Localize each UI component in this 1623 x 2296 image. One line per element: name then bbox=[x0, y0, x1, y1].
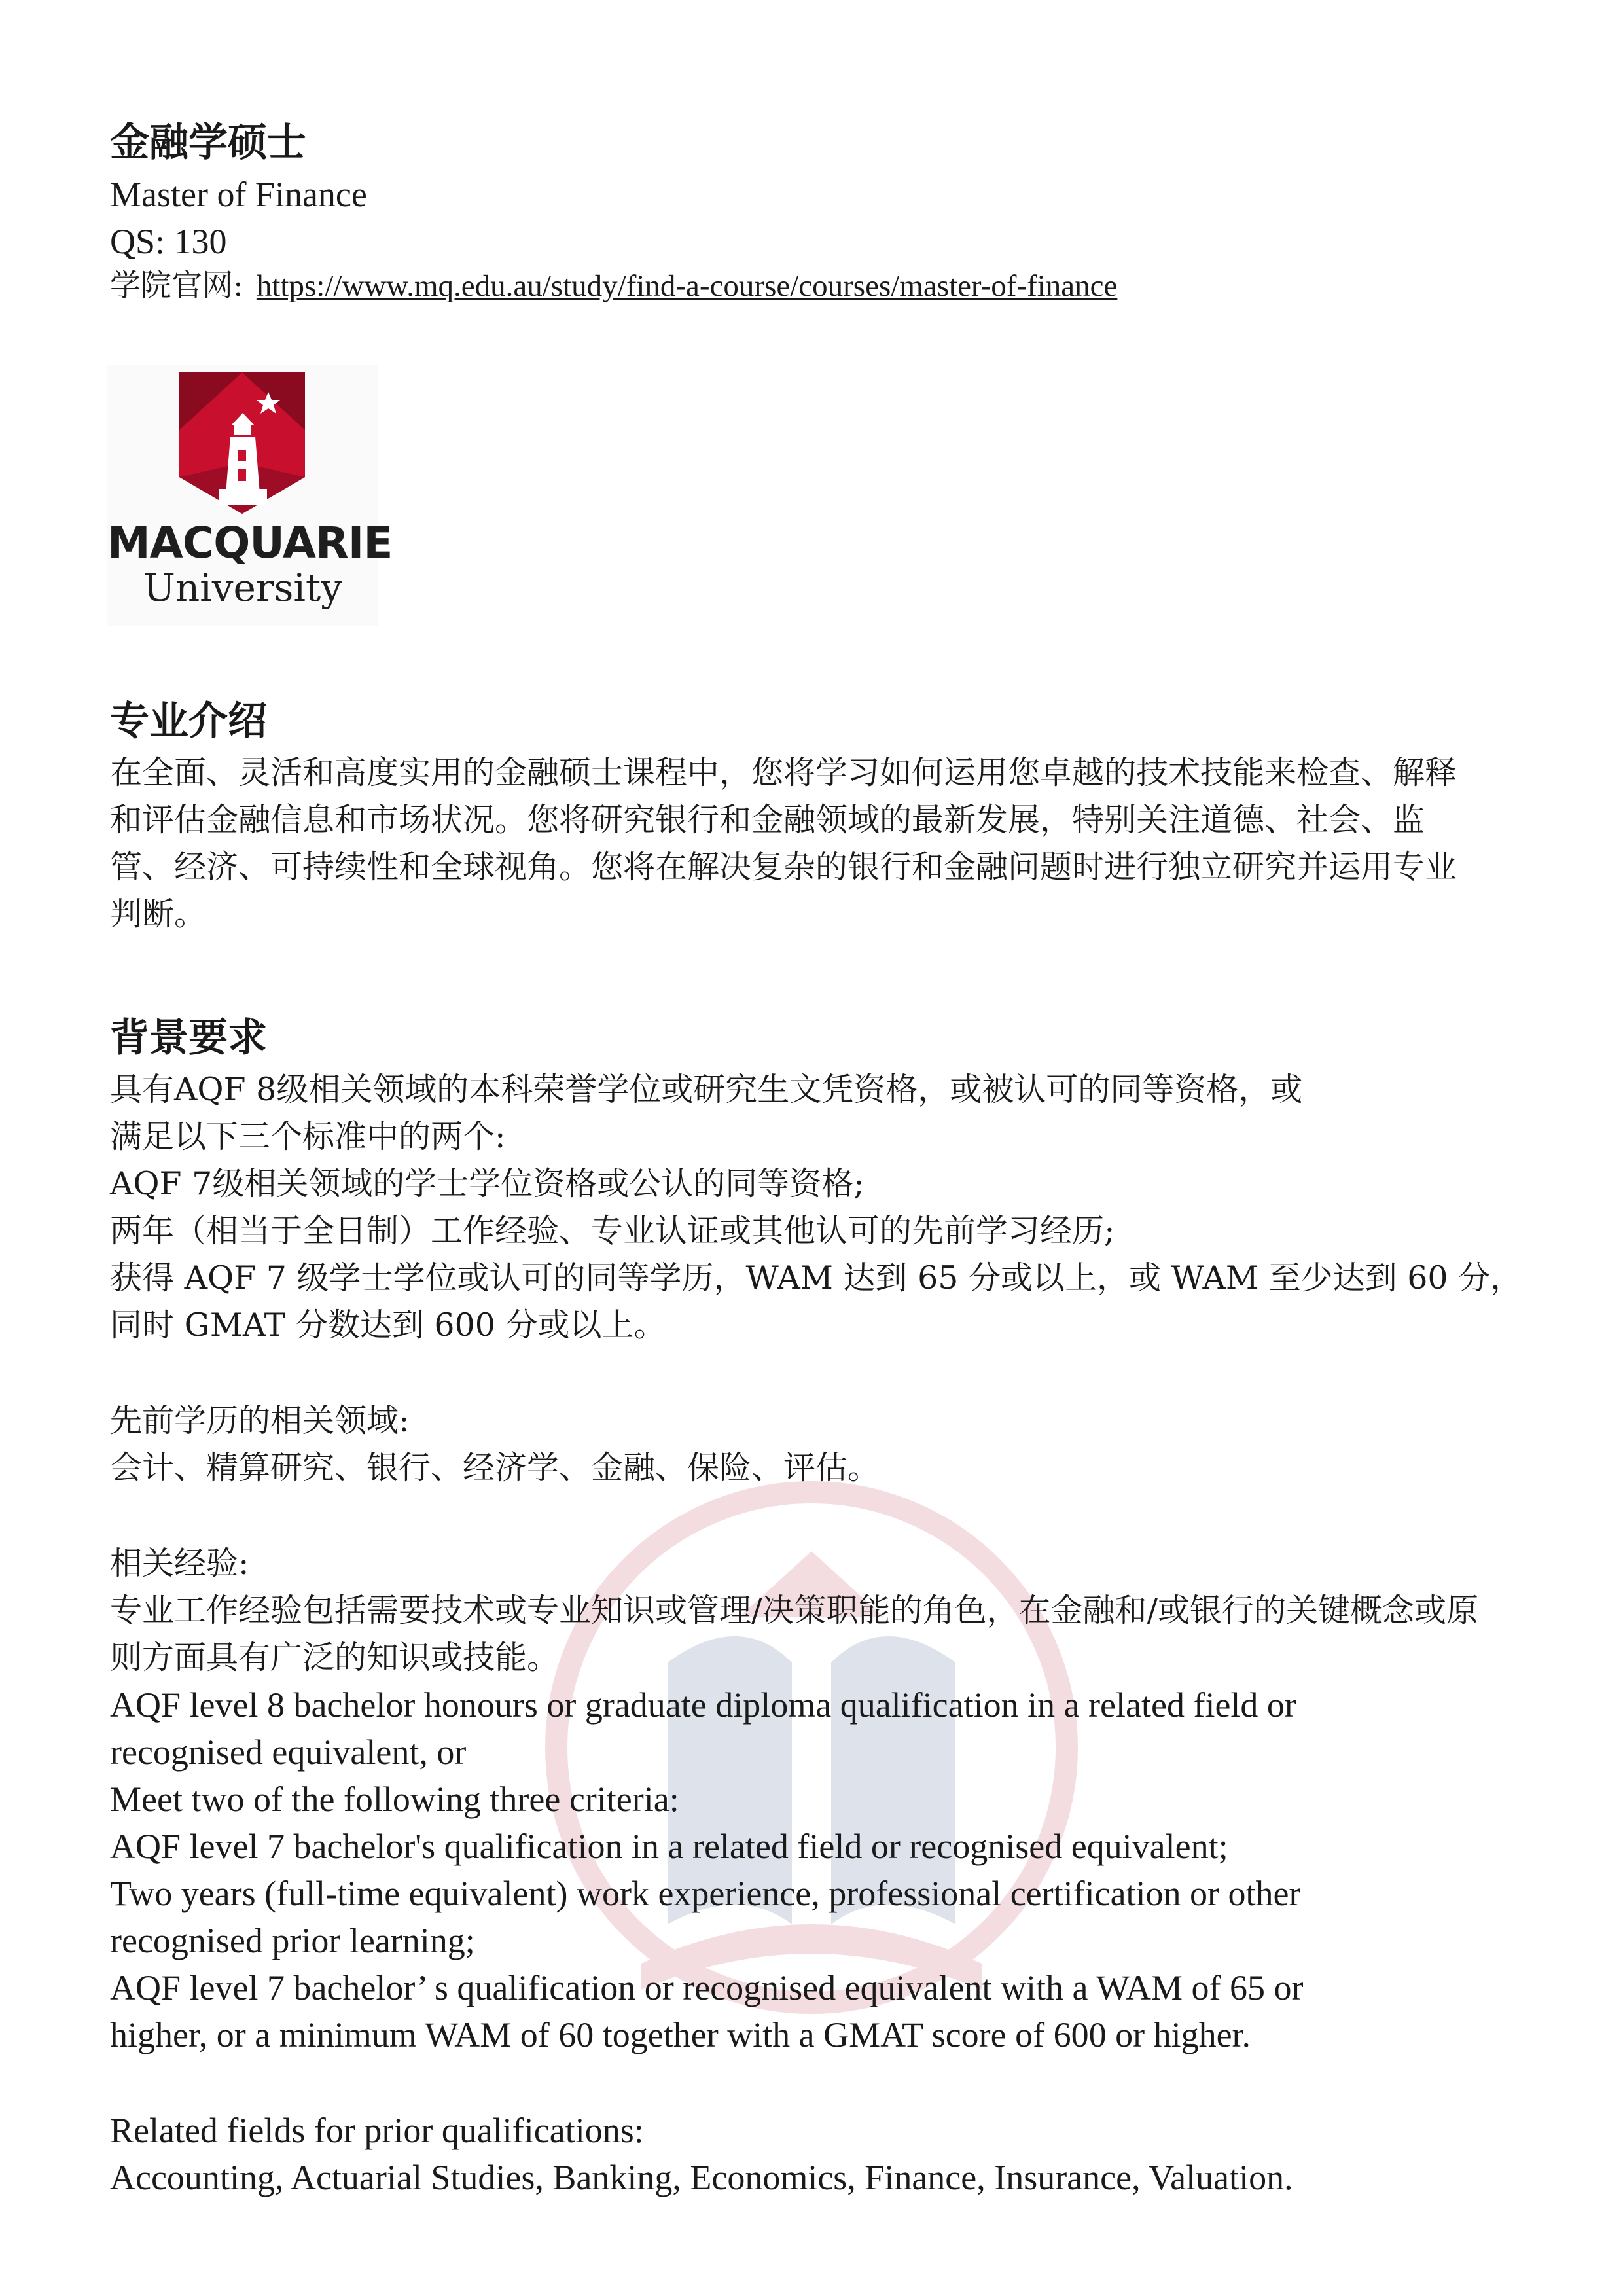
fields-label: 先前学历的相关领域: bbox=[110, 1402, 410, 1439]
logo-name-line1: MACQUARIE bbox=[107, 518, 393, 568]
requirement-line-en: recognised prior learning; bbox=[110, 1921, 475, 1960]
logo-wordmark bbox=[107, 518, 393, 610]
experience-line: 则方面具有广泛的知识或技能。 bbox=[110, 1639, 560, 1676]
requirement-line: 具有AQF 8级相关领域的本科荣誉学位或研究生文凭资格，或被认可的同等资格，或 bbox=[110, 1071, 1303, 1108]
course-title-cn: 金融学硕士 bbox=[110, 120, 306, 166]
requirement-line: 满足以下三个标准中的两个: bbox=[110, 1118, 506, 1155]
requirement-line-en: Two years (full-time equivalent) work experience, professional certification or other bbox=[110, 1874, 1301, 1913]
website-row bbox=[110, 265, 1537, 307]
intro-line: 在全面、灵活和高度实用的金融硕士课程中，您将学习如何运用您卓越的技术技能来检查、解释 bbox=[110, 754, 1457, 791]
requirement-line-en: higher, or a minimum WAM of 60 together with a GMAT score of 600 or higher. bbox=[110, 2015, 1251, 2054]
en-fields-label: Related fields for prior qualifications: bbox=[110, 2111, 644, 2150]
qs-ranking: QS: 130 bbox=[110, 222, 227, 261]
experience-label: 相关经验: bbox=[110, 1545, 249, 1582]
experience-line: 专业工作经验包括需要技术或专业知识或管理/决策职能的角色，在金融和/或银行的关键概念或原 bbox=[110, 1592, 1479, 1629]
website-link[interactable]: https://www.mq.edu.au/study/find-a-course/courses/master-of-finance bbox=[256, 269, 1118, 303]
university-logo bbox=[107, 365, 393, 626]
requirement-line: 获得 AQF 7 级学士学位或认可的同等学历，WAM 达到 65 分或以上，或 WAM 至少达到 60 分， bbox=[110, 1259, 1523, 1297]
course-header bbox=[110, 115, 1537, 307]
intro-section bbox=[110, 693, 1537, 938]
intro-line: 管、经济、可持续性和全球视角。您将在解决复杂的银行和金融问题时进行独立研究并运用专业 bbox=[110, 848, 1457, 886]
intro-line: 和评估金融信息和市场状况。您将研究银行和金融领域的最新发展，特别关注道德、社会、监 bbox=[110, 801, 1425, 838]
requirement-line: 两年（相当于全日制）工作经验、专业认证或其他认可的先前学习经历; bbox=[110, 1212, 1115, 1249]
intro-line: 判断。 bbox=[110, 895, 207, 933]
document-page bbox=[107, 115, 1537, 2201]
en-fields-value: Accounting, Actuarial Studies, Banking, Economics, Finance, Insurance, Valuation. bbox=[110, 2158, 1293, 2197]
requirement-line-en: AQF level 7 bachelor’ s qualification or recognised equivalent with a WAM of 65 or bbox=[110, 1968, 1304, 2007]
requirement-line: AQF 7级相关领域的学士学位资格或公认的同等资格; bbox=[110, 1165, 865, 1202]
requirement-line-en: recognised equivalent, or bbox=[110, 1732, 467, 1772]
website-label: 学院官网: bbox=[110, 268, 243, 304]
fields-value: 会计、精算研究、银行、经济学、金融、保险、评估。 bbox=[110, 1449, 880, 1486]
course-title-en: Master of Finance bbox=[110, 175, 367, 214]
requirement-line-en: AQF level 7 bachelor's qualification in a related field or recognised equivalent; bbox=[110, 1827, 1228, 1866]
requirements-section bbox=[110, 1010, 1537, 2201]
requirement-line: 同时 GMAT 分数达到 600 分或以上。 bbox=[110, 1306, 666, 1344]
logo-name-line2: University bbox=[143, 565, 342, 610]
intro-heading: 专业介绍 bbox=[110, 698, 267, 744]
requirement-line-en: AQF level 8 bachelor honours or graduate diploma qualification in a related field or bbox=[110, 1685, 1296, 1725]
requirement-line-en: Meet two of the following three criteria: bbox=[110, 1780, 679, 1819]
requirements-heading: 背景要求 bbox=[110, 1015, 267, 1061]
